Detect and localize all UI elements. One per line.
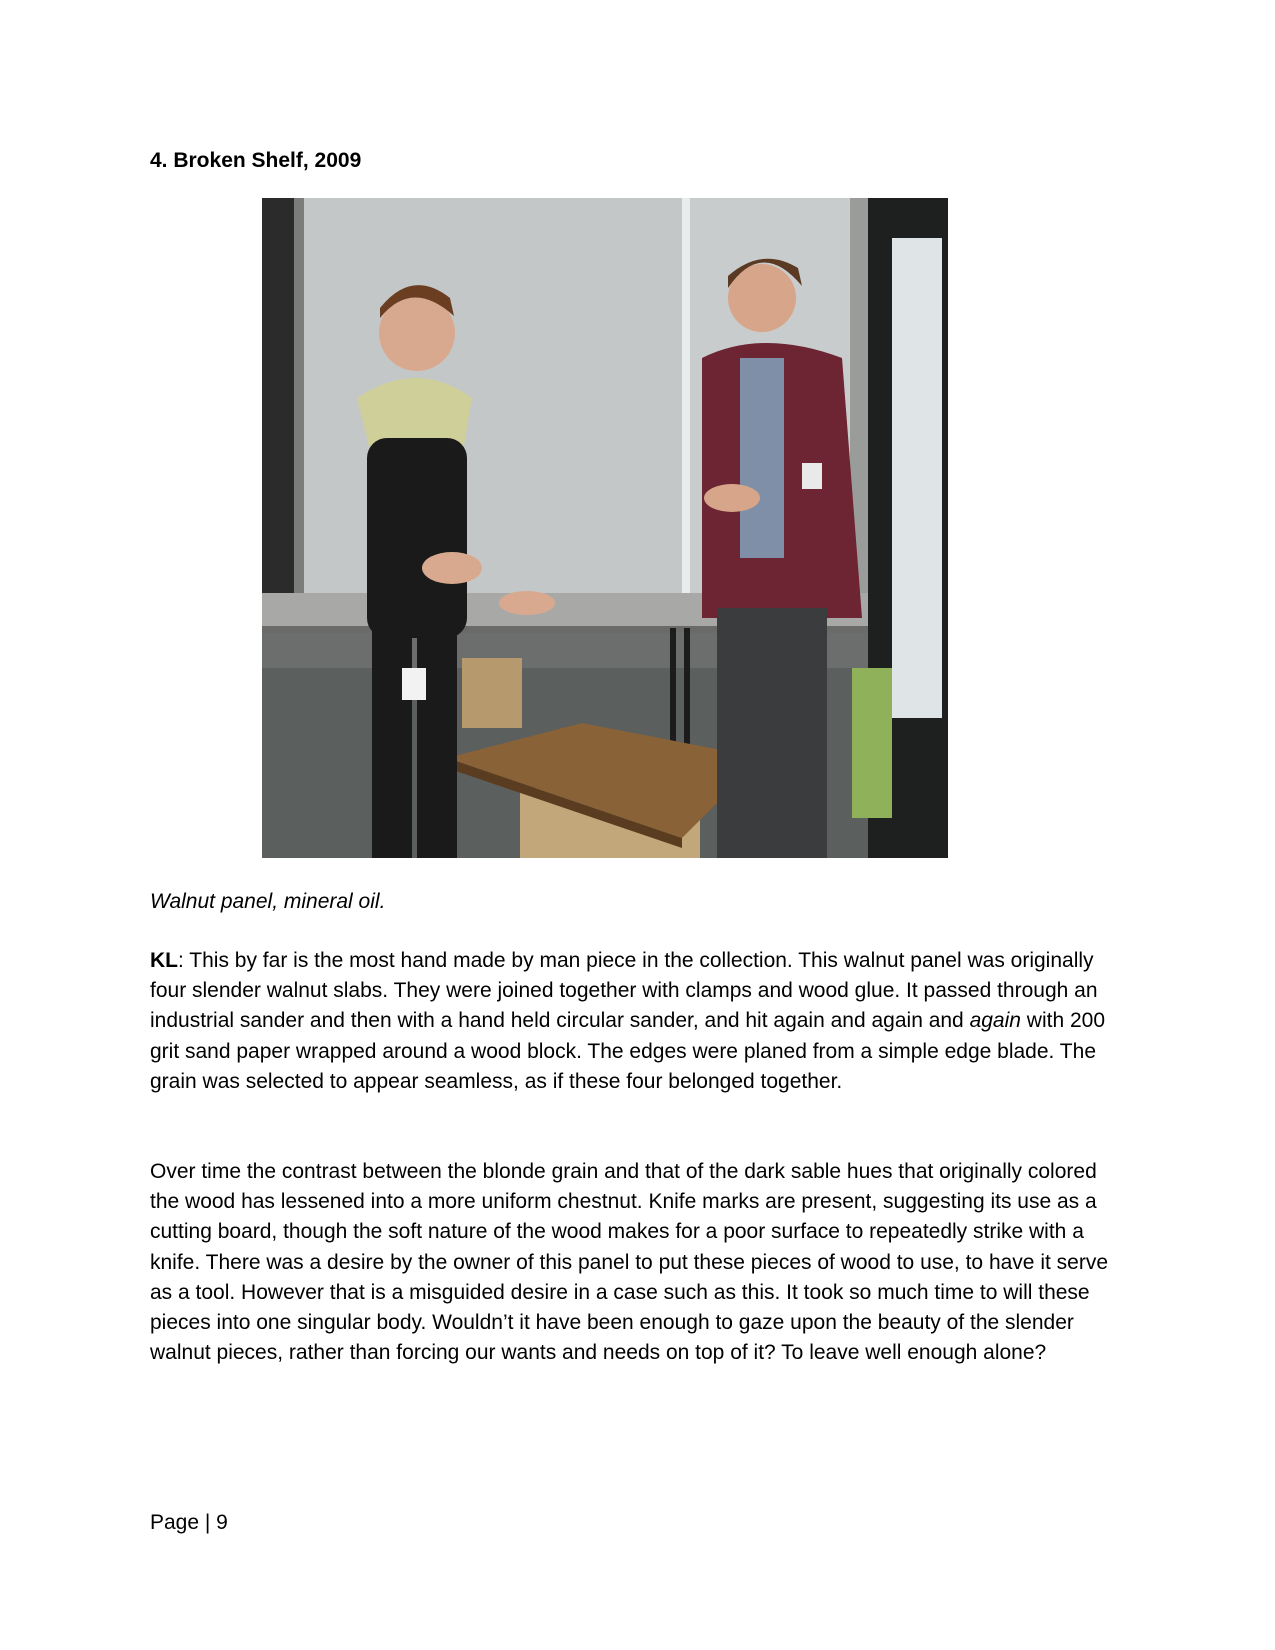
paragraph-2: Over time the contrast between the blonde grain and that of the dark sable hues that originally colored the wood has lessened into a more uniform chestnut. Knife marks are present, suggesting its use as a cutting board, though the soft nature of the wood makes for a poor surface to repeatedly strike with a knife. There was a desire by the owner of this panel to put these pieces of wood to use, to have it serve as a tool. However that is a misguided desire in a case such as this. It took so much time to will these pieces into one singular body. Wouldn’t it have been enough to gaze upon the beauty of the slender walnut pieces, rather than forcing our wants and needs on top of it? To leave well enough alone? [150,1160,1109,1365]
paragraph-1-text-before: : This by far is the most hand made by man piece in the collection. This walnut panel was originally four slender walnut slabs. They were joined together with clamps and wood glue. It passed through an industrial sander and then with a hand held circular sander, and hit again and again and [150,949,1098,1033]
paragraph-1-emphasis: again [969,1009,1021,1033]
performance-photo [262,198,948,858]
paragraph-1-text-after: with 200 grit sand paper wrapped around a wood block. The edges were planed from a simple edge blade. The grain was selected to appear seamless, as if these four belonged together. [150,1009,1106,1093]
paragraph-1 [150,946,1125,1097]
speaker-label: KL [150,949,178,972]
page-number: Page | 9 [150,1511,228,1534]
photo-caption: Walnut panel, mineral oil. [150,890,386,913]
section-heading: 4. Broken Shelf, 2009 [150,149,362,172]
